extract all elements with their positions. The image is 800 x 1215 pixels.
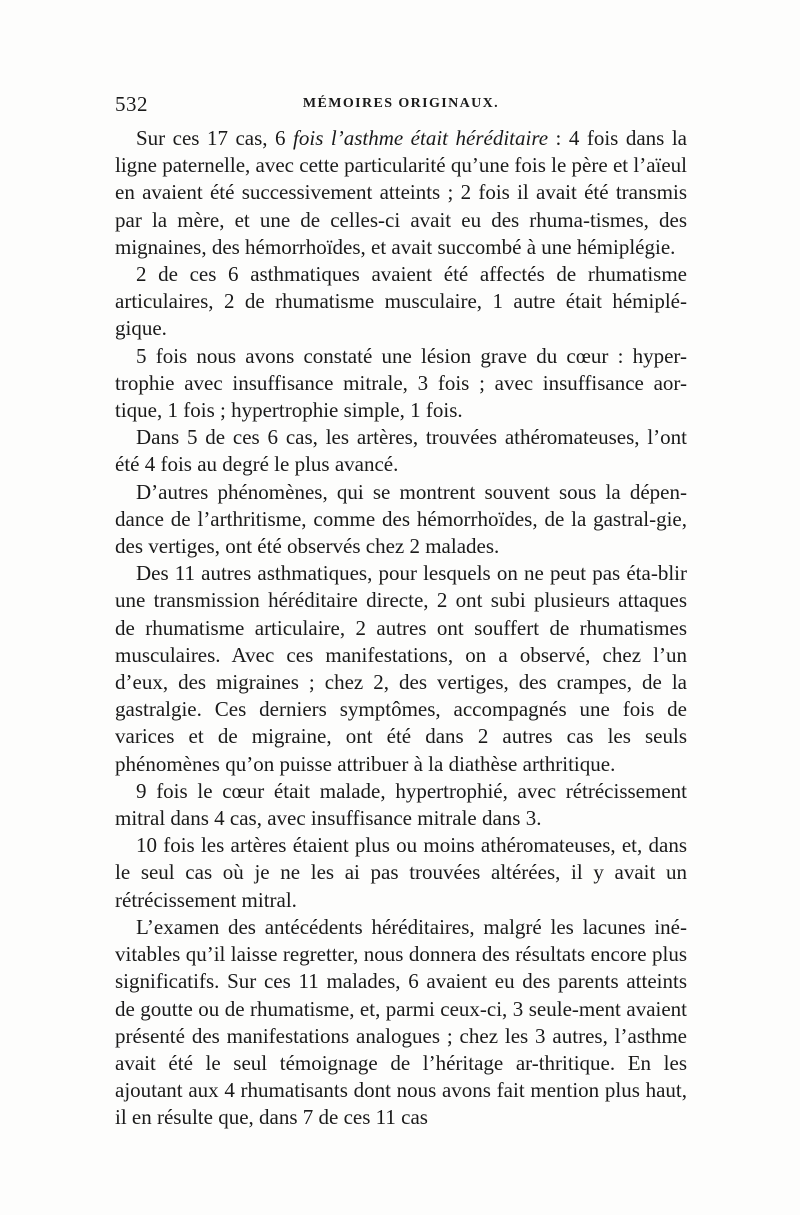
paragraph-1-rest: : 4 fois dans la ligne paternelle, avec cette particularité qu’une fois le père et l’aïeul en avaient été successivement atteints ; 2 fois il avait été transmis par la mère, et une de celles-ci avait eu des rhuma-tismes, des mignaines, des hémorrhoïdes, et avait succombé à une hémiplégie. bbox=[115, 126, 687, 259]
paragraph-2: 2 de ces 6 asthmatiques avaient été affectés de rhumatisme articulaires, 2 de rhumatisme musculaire, 1 autre était hémiplé-gique. bbox=[115, 262, 687, 341]
paragraph-1-start: Sur ces 17 cas, 6 bbox=[136, 126, 294, 150]
paragraph-3: 5 fois nous avons constaté une lésion grave du cœur : hyper-trophie avec insuffisance mitrale, 3 fois ; avec insuffisance aor-tique, 1 fois ; hypertrophie simple, 1 fois. bbox=[115, 343, 687, 423]
paragraph-9: L’examen des antécédents héréditaires, malgré les lacunes iné-vitables qu’il laisse regretter, nous donnera des résultats encore plus significatifs. Sur ces 11 malades, 6 avaient eu des parents atteints de goutte ou de rhumatisme, et, parmi ceux-ci, 3 seule-ment avaient présenté des manifestations analogues ; chez les 3 autres, l’asthme avait été le seul témoignage de l’héritage ar-thritique. En les ajoutant aux 4 rhumatisants dont nous avons fait mention plus haut, il en résulte que, dans 7 de ces 11 cas bbox=[115, 914, 687, 1130]
running-header bbox=[115, 92, 687, 122]
paragraph-5: D’autres phénomènes, qui se montrent souvent sous la dépen-dance de l’arthritisme, comme des hémorrhoïdes, de la gastral-gie, des vertiges, ont été observés chez 2 malades. bbox=[115, 479, 687, 559]
page-number: 532 bbox=[115, 92, 148, 116]
body-text bbox=[115, 125, 687, 1132]
running-title: MÉMOIRES ORIGINAUX. bbox=[302, 96, 500, 111]
paragraph-8: 10 fois les artères étaient plus ou moins athéromateuses, et, dans le seul cas où je ne les ai pas trouvées altérées, il y avait un rétrécissement mitral. bbox=[115, 833, 687, 912]
paragraph-7: 9 fois le cœur était malade, hypertrophié, avec rétrécissement mitral dans 4 cas, avec insuffisance mitrale dans 3. bbox=[115, 778, 687, 831]
paragraph-1 bbox=[115, 125, 687, 261]
paragraph-6: Des 11 autres asthmatiques, pour lesquels on ne peut pas éta-blir une transmission héréditaire directe, 2 ont subi plusieurs attaques de rhumatisme articulaire, 2 autres ont souffert de rhumatismes musculaires. Avec ces manifestations, on a observé, chez l’un d’eux, des migraines ; chez 2, des vertiges, des crampes, de la gastralgie. Ces derniers symptômes, accompagnés une fois de varices et de migraine, ont été dans 2 autres cas les seuls phénomènes qu’on puisse attribuer à la diathèse arthritique. bbox=[115, 561, 687, 776]
paragraph-1-emphasis: fois l’asthme était héréditaire bbox=[293, 126, 549, 150]
paragraph-4: Dans 5 de ces 6 cas, les artères, trouvées athéromateuses, l’ont été 4 fois au degré le plus avancé. bbox=[115, 425, 687, 477]
